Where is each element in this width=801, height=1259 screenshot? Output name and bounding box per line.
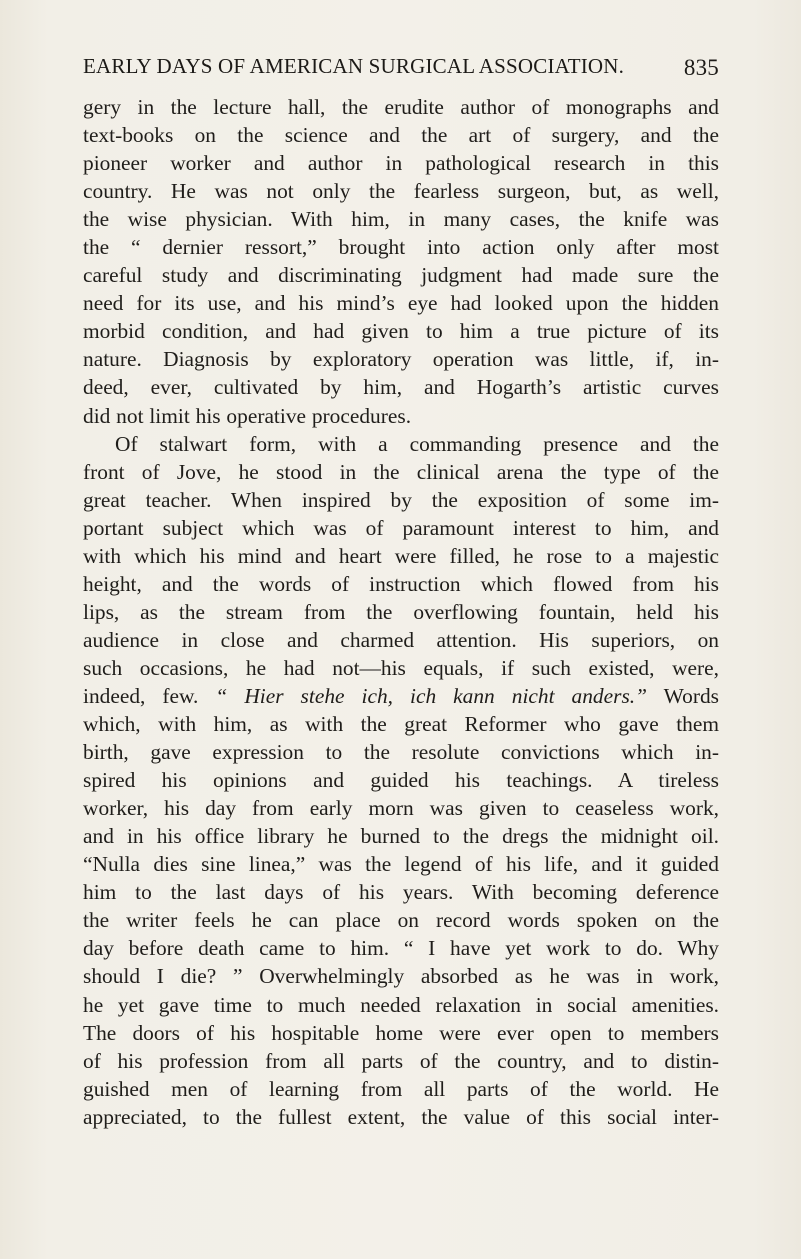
text-line: with which his mind and heart were filled, he rose to a majestic: [83, 543, 719, 568]
text-line: gery in the lecture hall, the erudite author of monographs and: [83, 95, 719, 119]
text-line: text-books on the science and the art of surgery, and the: [83, 123, 719, 148]
text-line: front of Jove, he stood in the clinical arena the type of the: [83, 459, 719, 484]
running-head: [83, 54, 719, 88]
text-line: “Nulla dies sine linea,” was the legend of his life, and it guided: [83, 852, 719, 877]
text-line: careful study and discriminating judgment had made sure the: [83, 263, 719, 288]
text-line: morbid condition, and had given to him a true picture of its: [83, 319, 719, 344]
paragraph-start-line: Of stalwart form, with a commanding presence and the: [115, 431, 719, 456]
text-line: he yet gave time to much needed relaxation in social amenities.: [83, 992, 719, 1017]
text-line: audience in close and charmed attention. His superiors, on: [83, 627, 719, 652]
page-number: 835: [683, 55, 719, 80]
text-line: guished men of learning from all parts of the world. He: [83, 1076, 719, 1101]
text-line: such occasions, he had not—his equals, if such existed, were,: [83, 655, 719, 680]
text-line: nature. Diagnosis by exploratory operation was little, if, in-: [83, 347, 719, 372]
text-line: of his profession from all parts of the country, and to distin-: [83, 1048, 719, 1073]
text-line: country. He was not only the fearless surgeon, but, as well,: [83, 179, 719, 204]
paragraph-end-line: did not limit his operative procedures.: [83, 403, 412, 428]
text-line: the “ dernier ressort,” brought into action only after most: [83, 235, 719, 260]
text-line: spired his opinions and guided his teachings. A tireless: [83, 768, 719, 793]
quote-trailing-word: Words: [663, 683, 719, 708]
text-line: appreciated, to the fullest extent, the value of this social inter-: [83, 1104, 719, 1129]
text-line: should I die? ” Overwhelmingly absorbed as he was in work,: [83, 964, 719, 989]
running-title: EARLY DAYS OF AMERICAN SURGICAL ASSOCIATION.: [83, 54, 625, 78]
quote-lead-text: indeed, few.: [83, 683, 199, 708]
text-line: day before death came to him. “ I have yet work to do. Why: [83, 936, 719, 961]
text-line: great teacher. When inspired by the exposition of some im-: [83, 487, 719, 512]
text-line: worker, his day from early morn was given to ceaseless work,: [83, 796, 719, 821]
text-line: the wise physician. With him, in many cases, the knife was: [83, 207, 719, 232]
text-line: portant subject which was of paramount interest to him, and: [83, 515, 719, 540]
german-quote: “ Hier stehe ich, ich kann nicht anders.”: [215, 683, 648, 708]
text-line: The doors of his hospitable home were ever open to members: [83, 1020, 719, 1045]
quote-line: [83, 682, 719, 710]
text-line: the writer feels he can place on record words spoken on the: [83, 908, 719, 933]
text-line: pioneer worker and author in pathological research in this: [83, 151, 719, 176]
body-text: [83, 93, 719, 1131]
text-line: and in his office library he burned to the dregs the midnight oil.: [83, 824, 719, 849]
text-line: deed, ever, cultivated by him, and Hogarth’s artistic curves: [83, 375, 719, 400]
text-line: lips, as the stream from the overflowing fountain, held his: [83, 599, 719, 624]
text-line: which, with him, as with the great Reformer who gave them: [83, 712, 719, 737]
text-line: birth, gave expression to the resolute convictions which in-: [83, 740, 719, 765]
text-line: him to the last days of his years. With becoming deference: [83, 880, 719, 905]
text-line: need for its use, and his mind’s eye had looked upon the hidden: [83, 291, 719, 316]
text-line: height, and the words of instruction which flowed from his: [83, 571, 719, 596]
